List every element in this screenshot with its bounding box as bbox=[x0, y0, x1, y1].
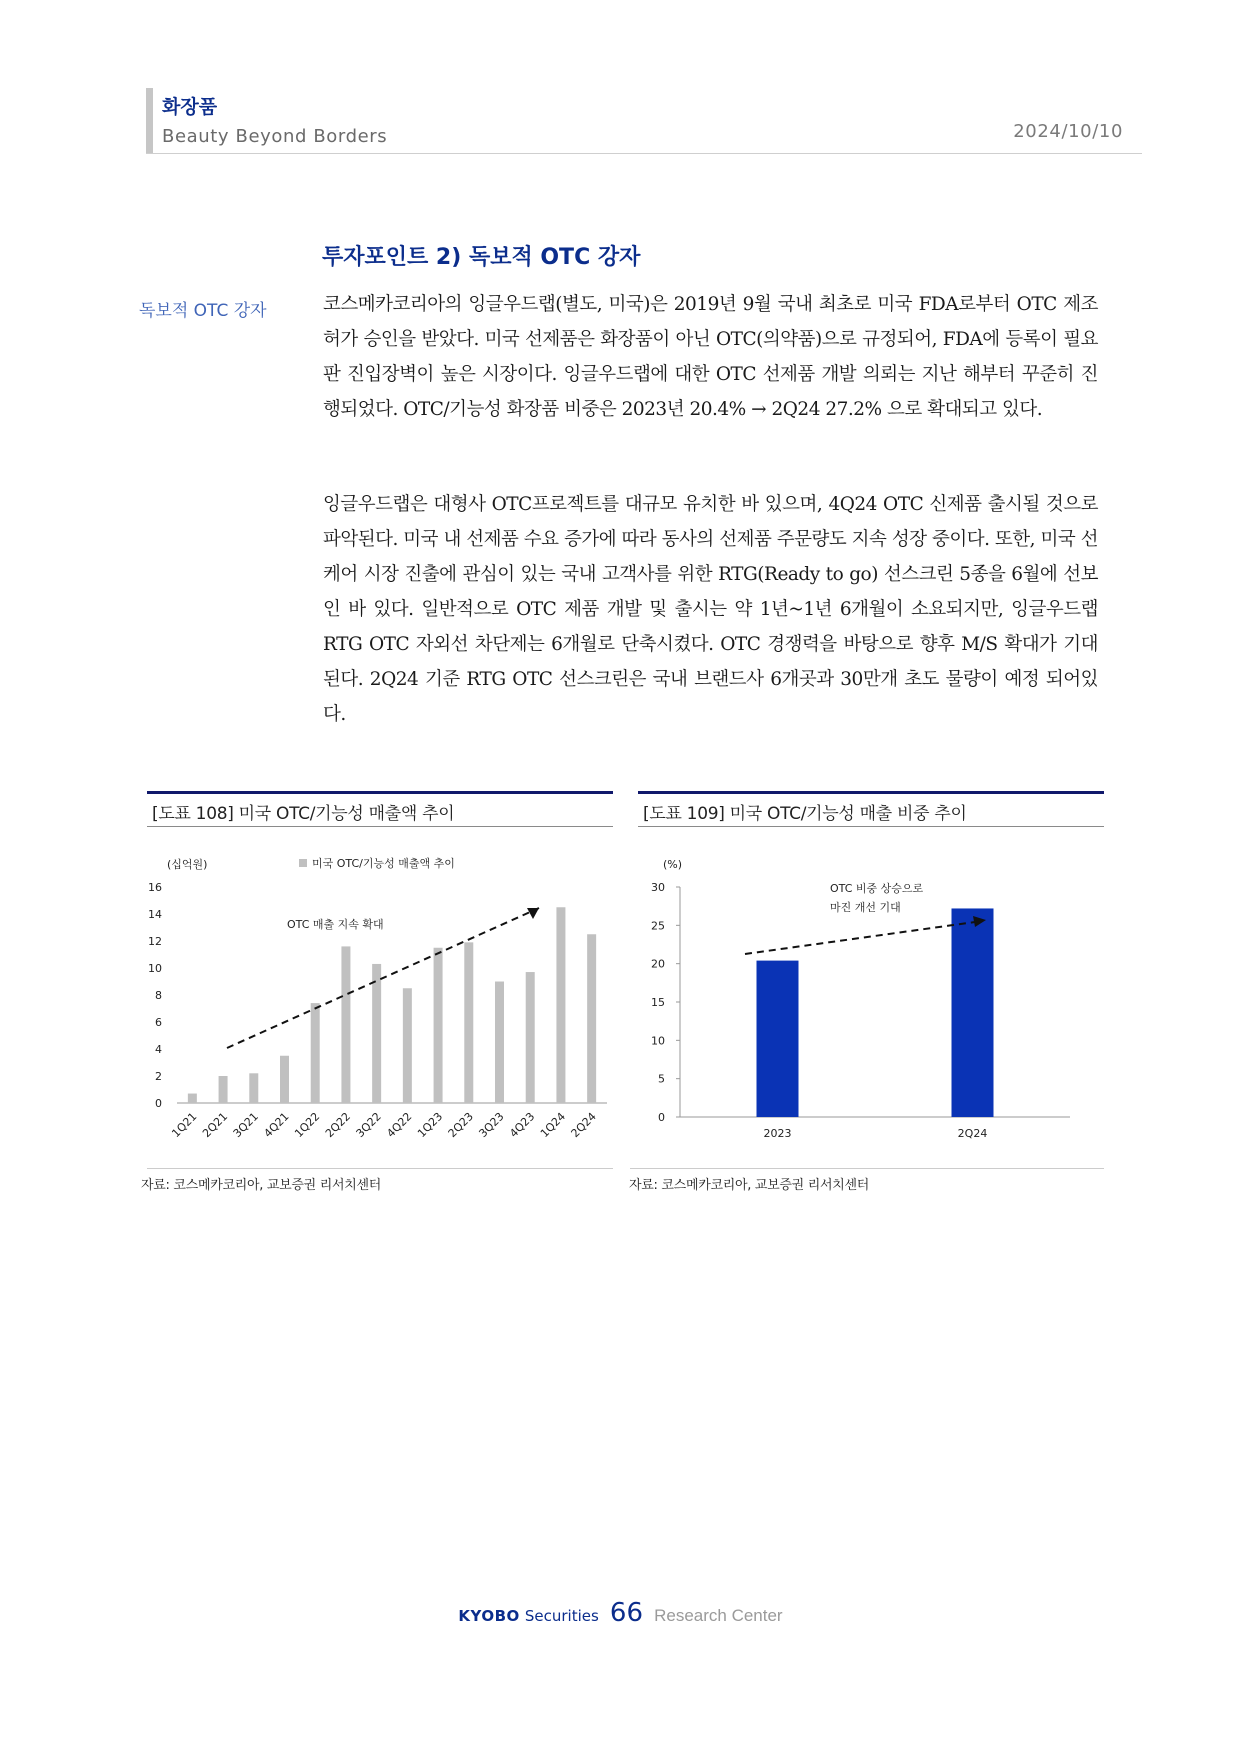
chart-1-bar bbox=[495, 982, 504, 1104]
figure-2-source-rule bbox=[630, 1168, 1104, 1169]
chart-1-bar bbox=[249, 1073, 258, 1103]
chart-2-bar bbox=[952, 908, 994, 1117]
chart-us-otc-share bbox=[630, 850, 1104, 1160]
chart-2-trend-arrow-line bbox=[745, 922, 975, 954]
chart-1-x-tick: 1Q21 bbox=[169, 1109, 200, 1141]
chart-1-y-tick: 6 bbox=[155, 1016, 162, 1029]
chart-1-x-tick: 4Q22 bbox=[384, 1109, 415, 1141]
chart-1-bar bbox=[372, 964, 381, 1103]
chart-1-bar bbox=[188, 1094, 197, 1103]
body-paragraph-1: 코스메카코리아의 잉글우드랩(별도, 미국)은 2019년 9월 국내 최초로 미국 FDA로부터 OTC 제조 허가 승인을 받았다. 미국 선제품은 화장품이 아닌 OTC(의약품)으로 규정되어, FDA에 등록이 필요판 진입장벽이 높은 시장이다. 잉글우드랩에 대한 OTC 선제품 개발 의뢰는 지난 해부터 꾸준히 진행되었다. OTC/기능성 화장품 비중은 2023년 20.4% → 2Q24 27.2% 으로 확대되고 있다. bbox=[323, 294, 1098, 420]
chart-1-bar bbox=[556, 907, 565, 1103]
header-category: 화장품 bbox=[162, 96, 218, 118]
chart-1-x-tick: 3Q22 bbox=[353, 1109, 384, 1141]
figure-1-title-rule bbox=[147, 826, 613, 827]
chart-1-bar bbox=[311, 1003, 320, 1103]
figure-2-top-rule bbox=[638, 791, 1104, 794]
chart-1-bar bbox=[341, 946, 350, 1103]
chart-2-y-tick: 30 bbox=[651, 881, 665, 894]
chart-1-x-tick: 1Q22 bbox=[292, 1109, 323, 1141]
body-paragraph-2: 잉글우드랩은 대형사 OTC프로젝트를 대규모 유치한 바 있으며, 4Q24 OTC 신제품 출시될 것으로 파악된다. 미국 내 선제품 수요 증가에 따라 동사의 선제품 주문량도 지속 성장 중이다. 또한, 미국 선케어 시장 진출에 관심이 있는 국내 고객사를 위한 RTG(Ready to go) 선스크린 5종을 6월에 선보인 바 있다. 일반적으로 OTC 제품 개발 및 출시는 약 1년~1년 6개월이 소요되지만, 잉글우드랩 RTG OTC 자외선 차단제는 6개월로 단축시켰다. OTC 경쟁력을 바탕으로 향후 M/S 확대가 기대된다. 2Q24 기준 RTG OTC 선스크린은 국내 브랜드사 6개곳과 30만개 초도 물량이 예정 되어있다. bbox=[323, 494, 1098, 725]
chart-1-bar bbox=[587, 934, 596, 1103]
figure-1-source-rule bbox=[147, 1168, 613, 1169]
header-date: 2024/10/10 bbox=[1013, 121, 1123, 142]
header-subtitle: Beauty Beyond Borders bbox=[162, 126, 388, 147]
footer-brand-logo: KYOBO bbox=[458, 1607, 520, 1625]
figure-1-source: 자료: 코스메카코리아, 교보증권 리서치센터 bbox=[141, 1178, 382, 1193]
chart-1-y-tick: 10 bbox=[148, 962, 162, 975]
chart-1-x-tick: 2Q23 bbox=[445, 1109, 476, 1141]
chart-1-y-tick: 0 bbox=[155, 1097, 162, 1110]
chart-2-y-tick: 25 bbox=[651, 919, 665, 933]
figure-2-title-rule bbox=[638, 826, 1104, 827]
chart-1-y-tick: 16 bbox=[148, 881, 162, 894]
chart-1-x-tick: 4Q23 bbox=[507, 1109, 538, 1141]
header-accent-bar bbox=[146, 88, 153, 154]
chart-1-x-tick: 2Q21 bbox=[200, 1109, 231, 1141]
chart-1-bar bbox=[464, 942, 473, 1103]
chart-2-annotation-line-1: OTC 비중 상승으로 bbox=[830, 882, 924, 895]
chart-1-x-tick: 2Q24 bbox=[568, 1109, 599, 1141]
chart-1-x-tick: 3Q21 bbox=[230, 1109, 261, 1141]
chart-1-x-tick: 2Q22 bbox=[322, 1109, 354, 1141]
chart-1-x-tick: 1Q23 bbox=[415, 1109, 446, 1141]
chart-1-bar bbox=[403, 988, 412, 1103]
chart-2-x-tick: 2Q24 bbox=[957, 1127, 988, 1140]
chart-1-y-tick: 2 bbox=[155, 1070, 162, 1083]
chart-1-bar bbox=[219, 1076, 228, 1103]
chart-1-y-tick: 4 bbox=[155, 1043, 162, 1056]
chart-1-unit-label: (십억원) bbox=[167, 858, 208, 871]
chart-1-legend-swatch bbox=[299, 859, 307, 867]
chart-2-y-tick: 0 bbox=[658, 1111, 665, 1124]
figure-1-title: [도표 108] 미국 OTC/기능성 매출액 추이 bbox=[152, 804, 455, 824]
chart-1-legend-label: 미국 OTC/기능성 매출액 추이 bbox=[312, 857, 455, 870]
chart-2-y-tick: 15 bbox=[651, 996, 665, 1009]
chart-2-y-tick: 10 bbox=[651, 1034, 665, 1048]
header-divider bbox=[146, 153, 1142, 154]
chart-1-x-tick: 3Q23 bbox=[476, 1109, 507, 1141]
figure-1-top-rule bbox=[147, 791, 613, 794]
chart-2-bar bbox=[757, 961, 799, 1117]
footer-brand-securities: Securities bbox=[524, 1607, 599, 1625]
figure-2-title: [도표 109] 미국 OTC/기능성 매출 비중 추이 bbox=[643, 804, 967, 824]
section-title: 투자포인트 2) 독보적 OTC 강자 bbox=[322, 245, 641, 270]
chart-2-unit-label: (%) bbox=[663, 858, 683, 871]
footer bbox=[0, 1598, 1241, 1628]
chart-1-y-tick: 8 bbox=[155, 989, 162, 1002]
chart-1-y-tick: 14 bbox=[148, 908, 162, 921]
chart-1-x-tick: 4Q21 bbox=[261, 1109, 292, 1141]
chart-1-bar bbox=[280, 1056, 289, 1103]
footer-research-center: Research Center bbox=[654, 1606, 783, 1625]
chart-2-y-tick: 20 bbox=[651, 957, 665, 971]
page-number: 66 bbox=[609, 1598, 643, 1628]
chart-1-y-tick: 12 bbox=[148, 935, 162, 948]
chart-1-bar bbox=[434, 948, 443, 1103]
side-label: 독보적 OTC 강자 bbox=[139, 301, 267, 321]
chart-1-bar bbox=[526, 972, 535, 1103]
chart-2-x-tick: 2023 bbox=[763, 1127, 792, 1140]
chart-2-annotation-line-2: 마진 개선 기대 bbox=[830, 901, 901, 914]
chart-1-x-tick: 1Q24 bbox=[537, 1109, 569, 1141]
chart-2-y-tick: 5 bbox=[658, 1072, 665, 1086]
figure-2-source: 자료: 코스메카코리아, 교보증권 리서치센터 bbox=[629, 1178, 870, 1193]
chart-1-annotation: OTC 매출 지속 확대 bbox=[287, 918, 384, 931]
chart-us-otc-sales bbox=[147, 850, 613, 1160]
